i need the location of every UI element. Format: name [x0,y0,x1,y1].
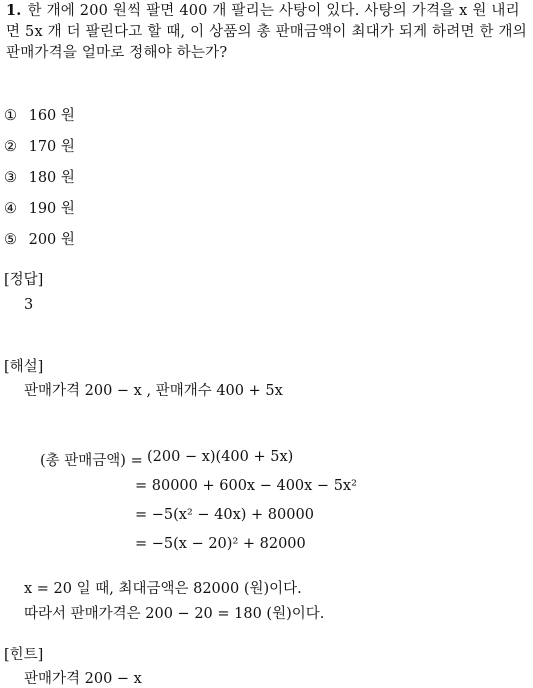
option-2[interactable] [4,135,75,156]
conclusion-2: 따라서 판매가격은 200 − 20 = 180 (원)이다. [24,606,325,622]
option-2-number: ② [4,139,17,155]
option-1[interactable] [4,104,75,125]
hint-text: 판매가격 200 − x [24,671,142,687]
equation-line-1: (200 − x)(400 + 5x) [147,449,294,465]
equation-line-3: = −5(x² − 40x) + 80000 [135,507,314,523]
hint-heading: [힌트] [4,647,44,663]
option-2-label: 170 원 [28,139,75,155]
option-1-label: 160 원 [28,108,75,124]
conclusion-1: x = 20 일 때, 최대금액은 82000 (원)이다. [24,581,302,597]
question-number: 1. [6,2,22,19]
option-3-label: 180 원 [28,170,75,186]
option-4-label: 190 원 [28,201,75,217]
question-text: 한 개에 200 원씩 팔면 400 개 팔리는 사탕이 있다. 사탕의 가격을 x 원 내리면 5x 개 더 팔린다고 할 때, 이 상품의 총 판매금액이 최대가 되게 하려면 한 개의 판매가격을 얼마로 정해야 하는가? [6,3,527,61]
option-5-number: ⑤ [4,232,17,248]
option-5[interactable] [4,228,75,249]
answer-value: 3 [24,297,34,313]
option-3-number: ③ [4,170,17,186]
option-4-number: ④ [4,201,17,217]
equation-lhs: (총 판매금액) = [40,453,143,469]
option-4[interactable] [4,197,75,218]
option-5-label: 200 원 [28,232,75,248]
question [6,0,531,64]
option-1-number: ① [4,108,17,124]
explanation-line-1: 판매가격 200 − x , 판매개수 400 + 5x [24,383,283,399]
explanation-heading: [해설] [4,359,44,375]
equation-line-2: = 80000 + 600x − 400x − 5x² [135,478,357,494]
option-3[interactable] [4,166,75,187]
equation-line-4: = −5(x − 20)² + 82000 [135,536,306,552]
answer-heading: [정답] [4,272,44,288]
